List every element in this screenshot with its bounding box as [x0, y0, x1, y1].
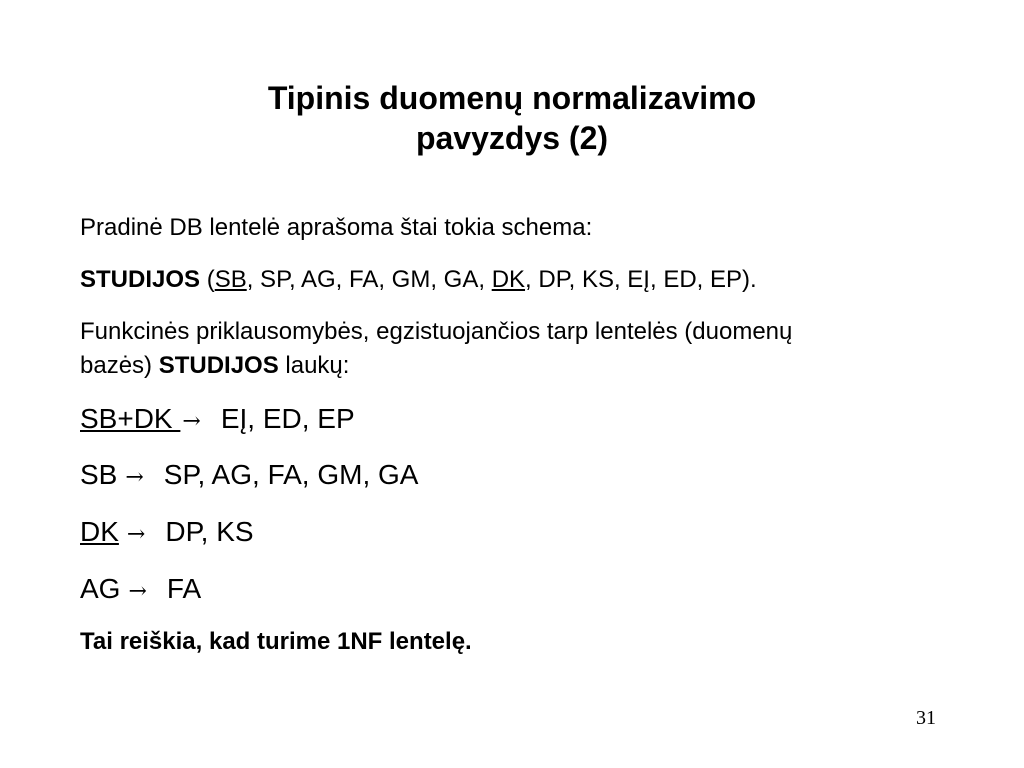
slide-title-line-2: pavyzdys (2): [415, 120, 609, 156]
dependency-right: DP, KS: [165, 516, 254, 547]
arrow-icon: →: [126, 522, 146, 547]
dependency-row: [80, 515, 254, 552]
dependency-right: SP, AG, FA, GM, GA: [163, 459, 419, 490]
dependency-right: FA: [166, 573, 202, 604]
fd-intro-prefix: bazės): [80, 352, 159, 379]
arrow-icon: →: [128, 579, 147, 604]
dependency-left: AG: [80, 573, 121, 604]
schema-fields-2: , DP, KS, EĮ, ED, EP).: [525, 266, 757, 293]
dependency-row: [80, 572, 201, 609]
page-number: 31: [916, 707, 936, 729]
dependency-row: [80, 402, 355, 439]
arrow-icon: →: [125, 465, 144, 490]
fd-intro-line-1: Funkcinės priklausomybės, egzistuojančios tarp lentelės (duomenų: [80, 318, 793, 345]
arrow-icon: →: [182, 409, 201, 434]
slide-title-line-1: Tipinis duomenų normalizavimo: [267, 80, 757, 116]
fd-intro-suffix: laukų:: [278, 352, 350, 379]
fd-intro-line-2: [80, 352, 349, 380]
dependency-left: SB+DK: [80, 403, 181, 434]
conclusion-text: Tai reiškia, kad turime 1NF lentelę.: [80, 628, 472, 655]
slide-title: [0, 78, 1024, 158]
schema-line: [80, 266, 757, 294]
schema-key-dk: DK: [491, 266, 526, 293]
schema-table-name: STUDIJOS: [80, 266, 201, 293]
schema-fields-1: , SP, AG, FA, GM, GA,: [246, 266, 492, 293]
schema-open: (: [200, 266, 215, 293]
dependency-left: DK: [80, 516, 119, 547]
dependency-left: SB: [80, 459, 118, 490]
schema-key-sb: SB: [214, 266, 247, 293]
intro-text: Pradinė DB lentelė aprašoma štai tokia schema:: [80, 214, 593, 241]
dependency-row: [80, 458, 418, 495]
dependency-right: EĮ, ED, EP: [220, 403, 355, 434]
fd-intro-table-name: STUDIJOS: [158, 352, 279, 379]
